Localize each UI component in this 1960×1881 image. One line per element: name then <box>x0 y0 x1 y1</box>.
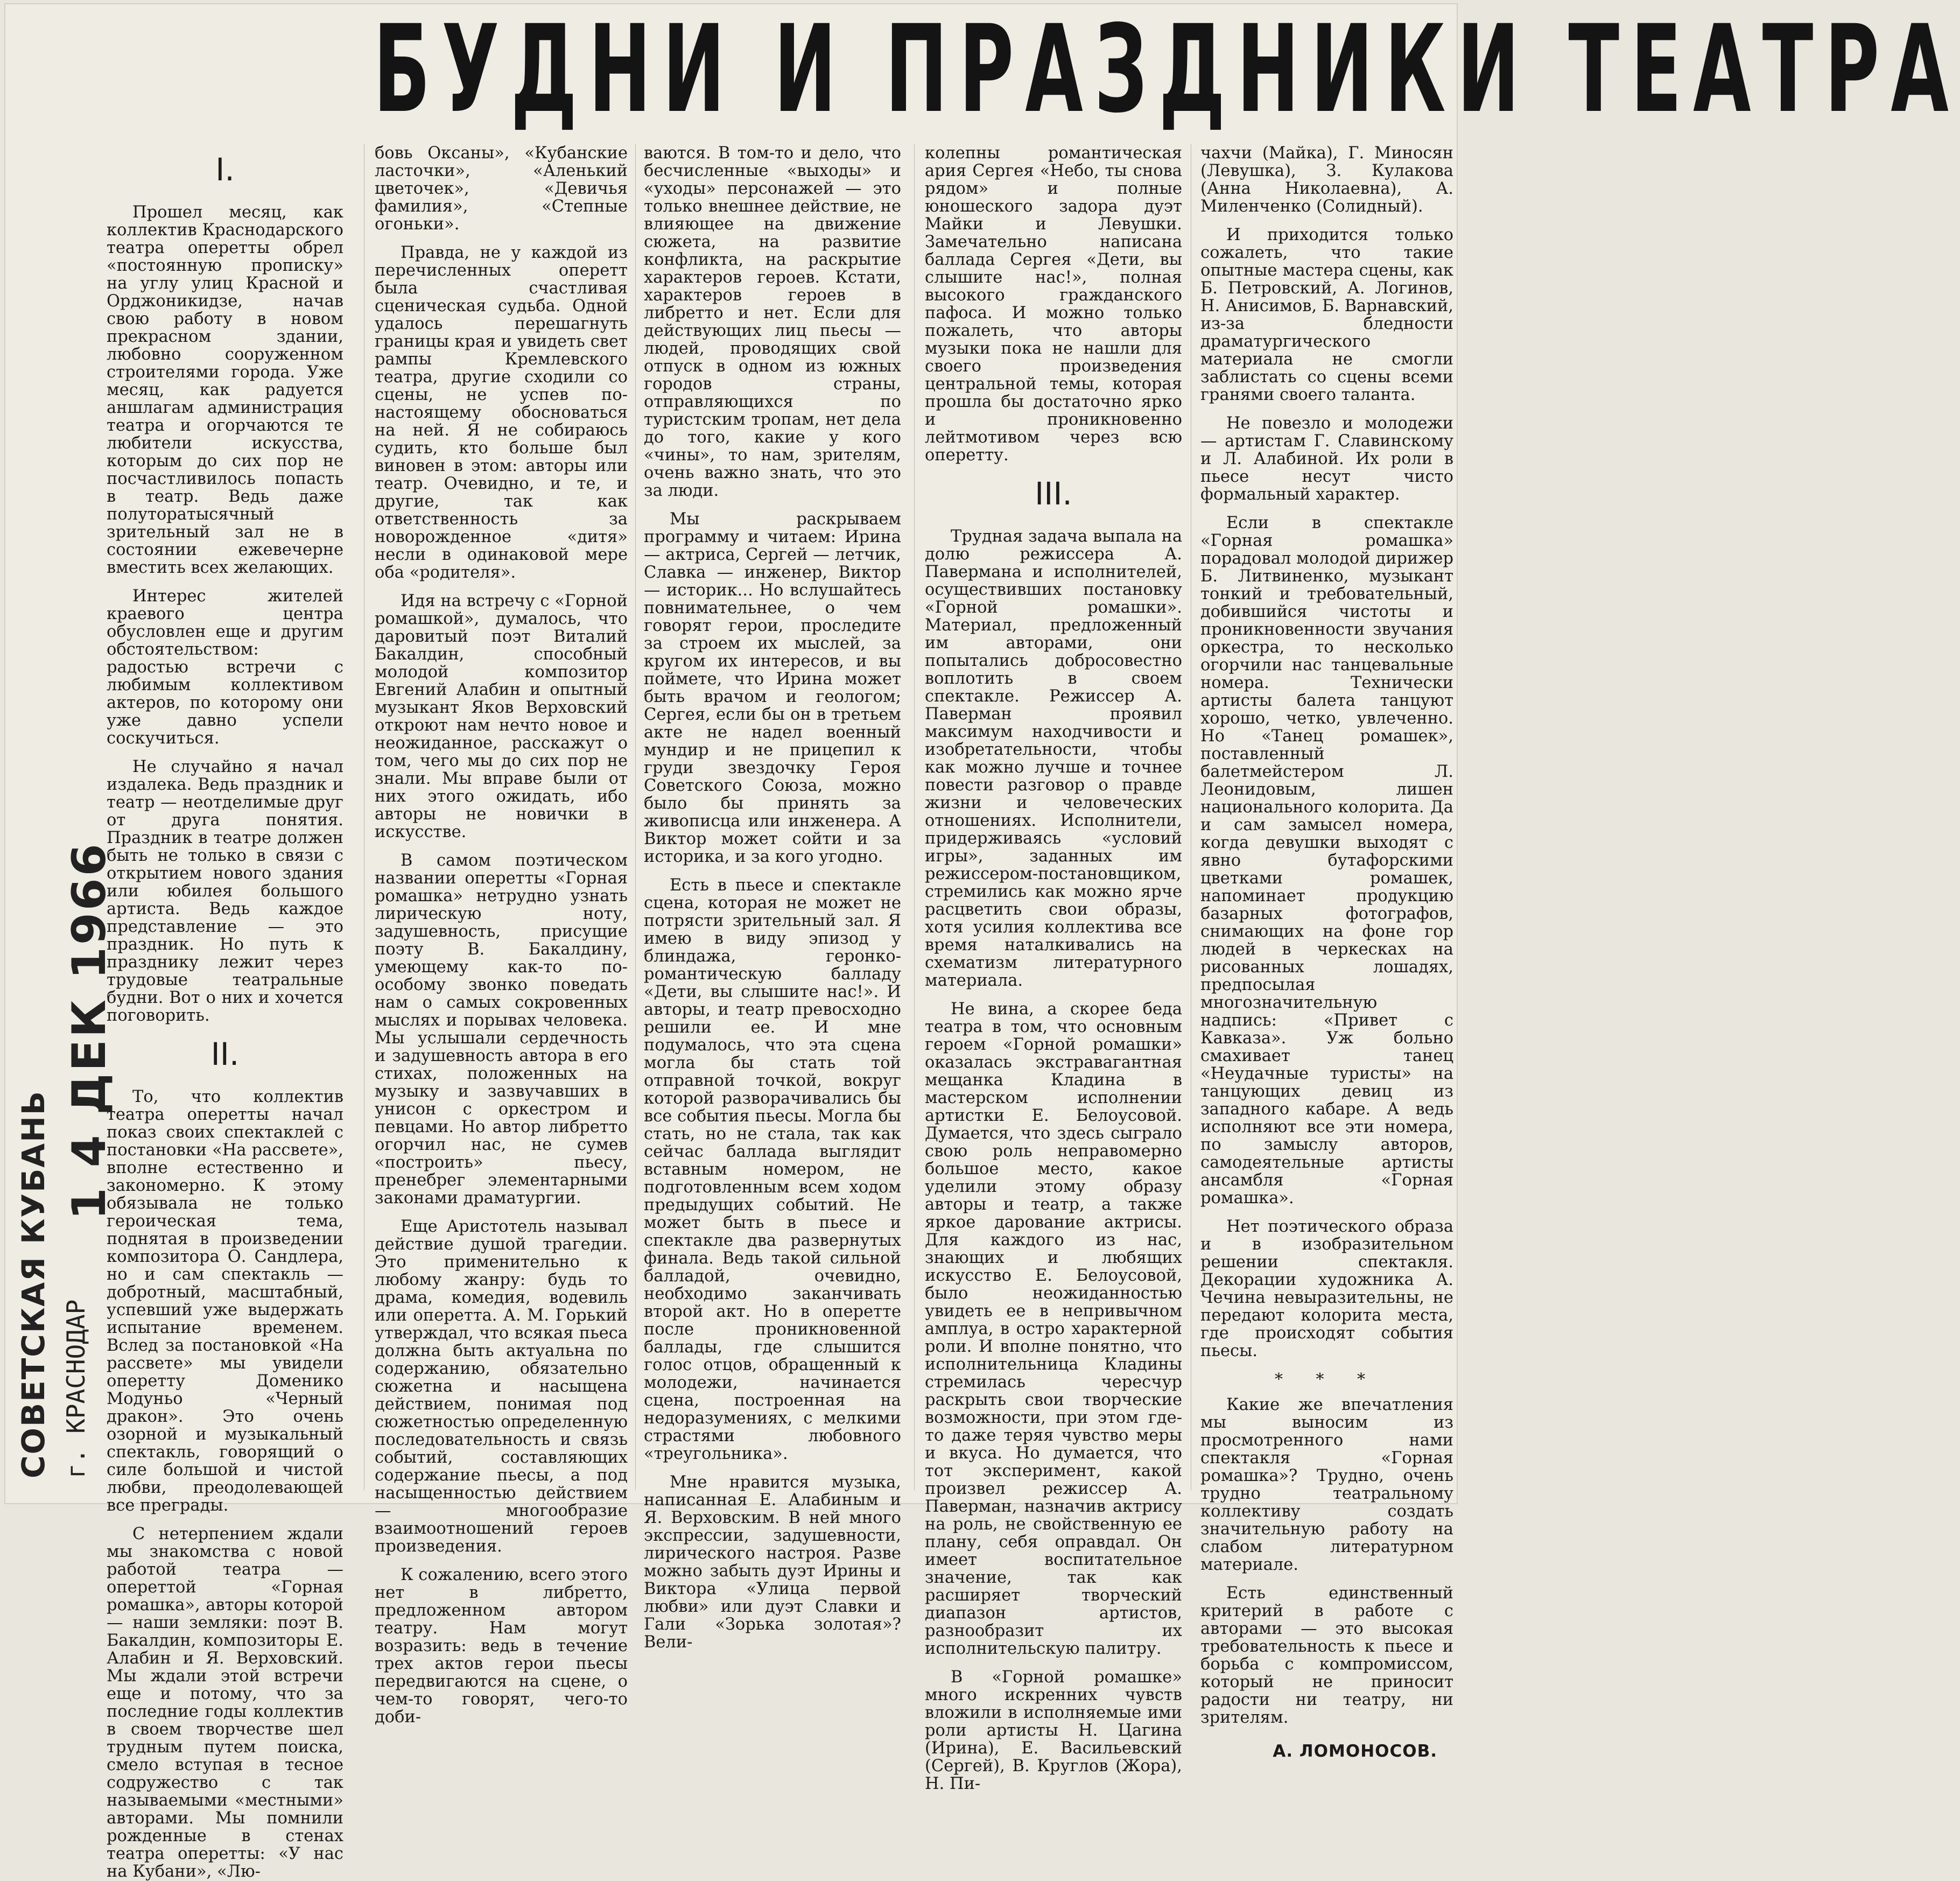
paragraph: Трудная задача выпала на долю режиссера А. Павермана и исполнителей, осуществивших постановку «Горной ромашки». Материал, предложенный им авторами, они попытались добросовестно воплотить в своем спектакле. Режиссер А. Паверман проявил максимум находчивости и изобретательности, чтобы как можно лучше и точнее повести разговор о правде жизни и человеческих отношениях. Исполнители, придерживаясь «условий игры», заданных им режиссером-постановщиком, стремились как можно ярче расцветить свои образы, хотя усилия коллектива все время наталкивались на схематизм литературного материала. <box>925 527 1182 990</box>
paragraph: Прошел месяц, как коллектив Краснодарского театра оперетты обрел «постоянную прописку» на углу улиц Красной и Орджоникидзе, начав свою работу в новом прекрасном здании, любовно сооруженном строителями города. Уже месяц, как радуется аншлагам администрация театра и огорчаются те любители искусства, которым до сих пор не посчастливилось попасть в театр. Ведь даже полуторатысячный зрительный зал не в состоянии ежевечерне вместить всех желающих. <box>107 203 343 577</box>
paragraph: Есть единственный критерий в работе с авторами — это высокая требовательность к пьесе и борьба с компромиссом, который не приносит радости ни театру, ни зрителям. <box>1200 1584 1453 1727</box>
article-column-1 <box>107 144 343 1881</box>
article-column-3 <box>644 144 901 1652</box>
paragraph: Нет поэтического образа и в изобразительном решении спектакля. Декорации художника А. Чечина невыразительны, не передают колорита места, где происходят события пьесы. <box>1200 1217 1453 1360</box>
paragraph: С нетерпением ждали мы знакомства с новой работой театра — опереттой «Горная ромашка», авторы которой — наши земляки: поэт В. Бакалдин, композиторы Е. Алабин и Я. Верховский. Мы ждали этой встречи еще и потому, что за последние годы коллектив в своем творчестве шел трудным путем поиска, смело вступая в тесное содружество с так называемыми «местными» авторами. Мы помнили рожденные в стенах театра оперетты: «У нас на Кубани», «Лю- <box>107 1525 343 1881</box>
paragraph: В «Горной ромашке» много искренних чувств вложили в исполняемые ими роли артисты Н. Цагина (Ирина), Е. Васильевский (Сергей), В. Круглов (Жора), Н. Пи- <box>925 1668 1182 1793</box>
paragraph: Не вина, а скорее беда театра в том, что основным героем «Горной ромашки» оказалась экстравагантная мещанка Кладина в мастерском исполнении артистки Е. Белоусовой. Думается, что здесь сыграло свою роль неправомерно большое место, какое уделили этому образу авторы и театр, а также яркое дарование актрисы. Для каждого из нас, знающих и любящих искусство Е. Белоусовой, было неожиданностью увидеть ее в непривычном амплуа, в остро характерной роли. И вполне понятно, что исполнительница Кладины стремилась чересчур раскрыть свои творческие возможности, при этом где-то даже теряя чувство меры и вкуса. Но думается, что тот эксперимент, какой произвел режиссер А. Паверман, назначив актрису на роль, не свойственную ее плану, себя оправдал. Он имеет воспитательное значение, так как расширяет творческий диапазон артистов, разнообразит их исполнительскую палитру. <box>925 1000 1182 1658</box>
article-column-2 <box>375 144 628 1726</box>
newspaper-city: г. КРАСНОДАР <box>61 1299 90 1478</box>
paragraph: Мы раскрываем программу и читаем: Ирина — актриса, Сергей — летчик, Славка — инженер, Виктор — историк... Но вслушайтесь повнимательнее, о чем говорят герои, проследите за строем их мыслей, за кругом их интересов, и вы поймете, что Ирина может быть врачом и геологом; Сергея, если бы он в третьем акте не надел военный мундир и не прицепил к груди звездочку Героя Советского Союза, можно было бы принять за живописца или инженера. А Виктор может сойти и за историка, и за кого угодно. <box>644 510 901 866</box>
paragraph: Интерес жителей краевого центра обусловлен еще и другим обстоятельством: радостью встречи с любимым коллективом актеров, по которому они уже давно успели соскучиться. <box>107 587 343 748</box>
paragraph: В самом поэтическом названии оперетты «Горная ромашка» нетрудно узнать лирическую ноту, задушевность, присущие поэту В. Бакалдину, умеющему как-то по-особому звонко поведать нам о самых сокровенных мыслях и порывах человека. Мы услышали сердечность и задушевность автора в его стихах, положенных на музыку и зазвучавших в унисон с оркестром и певцами. Но автор либретто огорчил нас, не сумев «построить» пьесу, пренебрег элементарными законами драматургии. <box>375 851 628 1208</box>
paragraph: Есть в пьесе и спектакле сцена, которая не может не потрясти зрительный зал. Я имею в виду эпизод у блиндажа, геронко-романтическую балладу «Дети, вы слышите нас!». И авторы, и театр превосходно решили ее. И мне подумалось, что эта сцена могла бы стать той отправной точкой, вокруг которой разворачивались бы все события пьесы. Могла бы стать, но не стала, так как сейчас баллада выглядит вставным номером, не подготовленным всем ходом предыдущих событий. Не может быть в пьесе и спектакле два развернутых финала. Ведь такой сильной балладой, очевидно, необходимо заканчивать второй акт. Но в оперетте после проникновенной баллады, где слышится голос отцов, обращенный к молодежи, начинается сцена, построенная на недоразумениях, с мелкими страстями любовного «треугольника». <box>644 876 901 1463</box>
section-heading-3: III. <box>1035 475 1072 512</box>
column-divider <box>914 144 915 1490</box>
section-heading-1: I. <box>215 151 235 188</box>
newspaper-name: СОВЕТСКАЯ КУБАНЬ <box>15 1090 52 1478</box>
paragraph: Правда, не у каждой из перечисленных оперетт была счастливая сценическая судьба. Одной удалось перешагнуть границы края и увидеть свет рампы Кремлевского театра, другие сходили со сцены, не успев по-настоящему обосноваться на ней. Я не собираюсь судить, кто больше был виновен в этом: авторы или театр. Очевидно, и те, и другие, так как ответственность за новорожденное «дитя» несли в одинаковой мере оба «родителя». <box>375 243 628 582</box>
article-column-4 <box>925 144 1182 1793</box>
article-headline: БУДНИ И ПРАЗДНИКИ ТЕАТРА <box>373 0 1960 139</box>
newspaper-masthead-stamp <box>14 841 116 1484</box>
author-signature: А. ЛОМОНОСОВ. <box>1273 1742 1437 1761</box>
newspaper-clipping <box>4 0 1960 1881</box>
publication-date-stamp: 1 4 ДЕК 1966 <box>62 841 116 1220</box>
paragraph: Не случайно я начал издалека. Ведь праздник и театр — неотделимые друг от друга понятия. Праздник в театре должен быть не только в связи с открытием нового здания или юбилея большого артиста. Ведь каждое представление — это праздник. Но путь к празднику лежит через трудовые театральные будни. Вот о них и хочется поговорить. <box>107 757 343 1025</box>
paragraph: Мне нравится музыка, написанная Е. Алабиным и Я. Верховским. В ней много экспрессии, задушевности, лирического настроя. Разве можно забыть дуэт Ирины и Виктора «Улица первой любви» или дуэт Славки и Гали «Зорька золотая»? Вели- <box>644 1473 901 1652</box>
paragraph: чахчи (Майка), Г. Миносян (Левушка), З. Кулакова (Анна Николаевна), А. Миленченко (Солидный). <box>1200 144 1453 216</box>
paragraph: Еще Аристотель называл действие душой трагедии. Это применительно к любому жанру: будь то драма, комедия, водевиль или оперетта. А. М. Горький утверждал, что всякая пьеса должна быть актуальна по содержанию, обязательно сюжетна и насыщена действием, понимая под сюжетностью определенную последовательность и связь событий, составляющих содержание пьесы, а под насыщенностью действием — многообразие взаимоотношений героев произведения. <box>375 1217 628 1556</box>
article-column-5 <box>1200 144 1453 1761</box>
paragraph: бовь Оксаны», «Кубанские ласточки», «Аленький цветочек», «Девичья фамилия», «Степные огоньки». <box>375 144 628 234</box>
section-heading-2: II. <box>210 1036 240 1072</box>
paragraph: К сожалению, всего этого нет в либретто, предложенном автором театру. Нам могут возразить: ведь в течение трех актов герои пьесы передвигаются на сцене, о чем-то говорят, чего-то доби- <box>375 1566 628 1726</box>
paragraph: И приходится только сожалеть, что такие опытные мастера сцены, как Б. Петровский, А. Логинов, Н. Анисимов, Б. Варнавский, из-за бледности драматургического материала не смогли заблистать со сцены всеми гранями своего таланта. <box>1200 226 1453 404</box>
paragraph: Не повезло и молодежи — артистам Г. Славинскому и Л. Алабиной. Их роли в пьесе несут чисто формальный характер. <box>1200 414 1453 504</box>
section-separator-stars: * * * <box>1274 1370 1380 1389</box>
paragraph: Если в спектакле «Горная ромашка» порадовал молодой дирижер Б. Литвиненко, музыкант тонкий и требовательный, добившийся чистоты и проникновенности звучания оркестра, то несколько огорчили нас танцевальные номера. Технически артисты балета танцуют хорошо, четко, увлеченно. Но «Танец ромашек», поставленный балетмейстером Л. Леонидовым, лишен национального колорита. Да и сам замысел номера, когда девушки выходят с явно бутафорскими цветками ромашек, напоминает продукцию базарных фотографов, снимающих на фоне гор людей в черкесках на рисованных лошадях, предпосылая многозначительную надпись: «Привет с Кавказа». Уж больно смахивает танец «Неудачные туристы» на танцующих девиц из западного кабаре. А ведь исполняют все эти номера, по замыслу авторов, самодеятельные артисты ансамбля «Горная ромашка». <box>1200 514 1453 1208</box>
paragraph: колепны романтическая ария Сергея «Небо, ты снова рядом» и полные юношеского задора дуэт Майки и Левушки. Замечательно написана баллада Сергея «Дети, вы слышите нас!», полная высокого гражданского пафоса. И можно только пожалеть, что авторы музыки пока не нашли для своего произведения центральной темы, которая прошла бы достаточно ярко и проникновенно лейтмотивом через всю оперетту. <box>925 144 1182 465</box>
paragraph: Идя на встречу с «Горной ромашкой», думалось, что даровитый поэт Виталий Бакалдин, способный молодой композитор Евгений Алабин и опытный музыкант Яков Верховский откроют нам нечто новое и неожиданное, расскажут о том, чего мы до сих пор не знали. Мы вправе были от них этого ожидать, ибо авторы не новички в искусстве. <box>375 592 628 841</box>
paragraph: ваются. В том-то и дело, что бесчисленные «выходы» и «уходы» персонажей — это только внешнее действие, не влияющее на движение сюжета, на развитие конфликта, на раскрытие характеров героев. Кстати, характеров героев в либретто и нет. Если для действующих лиц пьесы — людей, проводящих свой отпуск в одном из южных городов страны, отправляющихся по туристским тропам, нет дела до того, какие у кого «чины», то нам, зрителям, очень важно знать, что это за люди. <box>644 144 901 500</box>
column-divider <box>635 144 636 1490</box>
paragraph: Какие же впечатления мы выносим из просмотренного нами спектакля «Горная ромашка»? Трудно, очень трудно театральному коллективу создать значительную работу на слабом литературном материале. <box>1200 1395 1453 1574</box>
paragraph: То, что коллектив театра оперетты начал показ своих спектаклей с постановки «На рассвете», вполне естественно и закономерно. К этому обязывала не только героическая тема, поднятая в произведении композитора О. Сандлера, но и сам спектакль — добротный, масштабный, успевший уже выдержать испытание временем. Вслед за постановкой «На рассвете» мы увидели оперетту Доменико Модуньо «Черный дракон». Это очень озорной и музыкальный спектакль, говорящий о силе большой и чистой любви, преодолевающей все преграды. <box>107 1087 343 1515</box>
